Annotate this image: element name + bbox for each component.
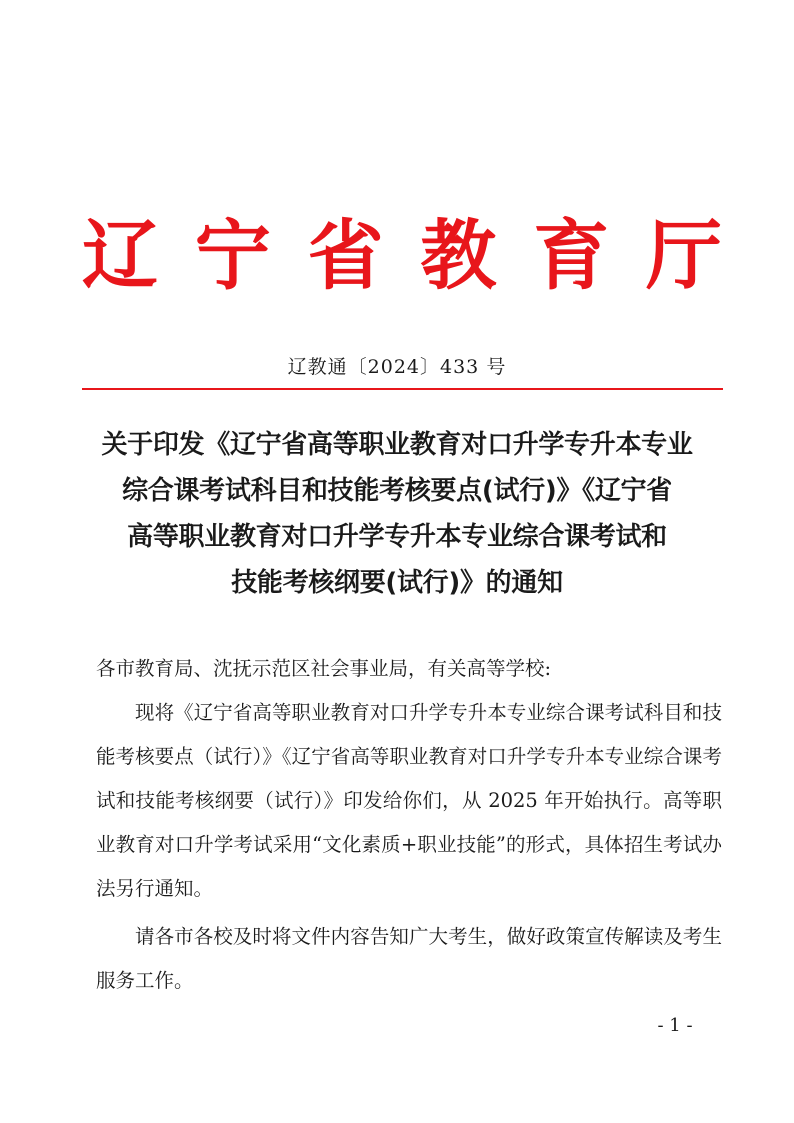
title-line: 技能考核纲要(试行)》的通知 xyxy=(231,568,563,598)
issuing-authority-header xyxy=(82,206,722,306)
header-char: 辽 xyxy=(82,211,158,300)
title-line: 高等职业教育对口升学专升本专业综合课考试和 xyxy=(127,522,667,552)
header-char: 育 xyxy=(533,211,610,300)
body-paragraph: 请各市各校及时将文件内容告知广大考生，做好政策宣传解读及考生服务工作。 xyxy=(96,925,722,992)
document-title xyxy=(60,422,734,606)
body-paragraph: 现将《辽宁省高等职业教育对口升学专升本专业综合课考试科目和技能考核要点（试行）》《辽宁省高等职业教育对口升学专升本专业综合课考试和技能考核纲要（试行）》印发给你们，从 2025 年开始执行。高等职业教育对口升学考试采用“文化素质+职业技能”的形式，具体招生考试办法另行通知。 xyxy=(96,701,722,900)
document-number: 辽教通〔2024〕433 号 xyxy=(287,356,507,378)
red-divider-line xyxy=(82,388,723,390)
document-body xyxy=(96,647,722,1003)
header-char: 教 xyxy=(420,211,497,300)
page-number: - 1 - xyxy=(657,1015,693,1036)
header-char: 省 xyxy=(307,211,384,300)
header-char: 宁 xyxy=(194,211,271,300)
salutation: 各市教育局、沈抚示范区社会事业局，有关高等学校: xyxy=(96,657,552,680)
title-line: 关于印发《辽宁省高等职业教育对口升学专升本专业 xyxy=(101,430,693,460)
header-char: 厅 xyxy=(645,211,722,300)
title-line: 综合课考试科目和技能考核要点(试行)》《辽宁省 xyxy=(122,476,672,506)
